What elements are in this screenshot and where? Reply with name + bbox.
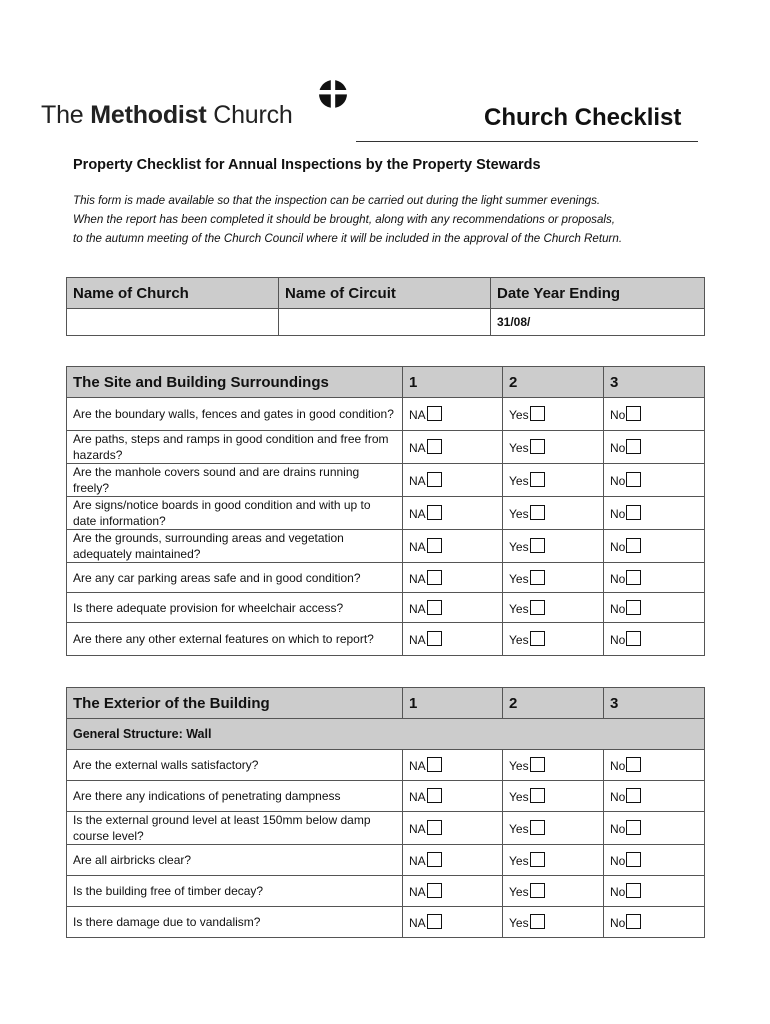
methodist-church-logo: The Methodist Church <box>41 101 293 129</box>
option-label: No <box>610 885 626 899</box>
column-2-header: 2 <box>503 688 604 719</box>
option-cell <box>403 398 503 431</box>
option-cell <box>403 907 503 938</box>
option-cell <box>403 464 503 497</box>
option-cell <box>503 431 604 464</box>
methodist-cross-icon <box>318 79 348 109</box>
option-label: No <box>610 759 626 773</box>
option-label: Yes <box>509 601 529 616</box>
option-label: Yes <box>509 916 529 930</box>
form-subtitle: Property Checklist for Annual Inspections by the Property Stewards <box>73 157 541 173</box>
option-label: NA <box>409 507 426 521</box>
checklist-row <box>67 623 705 656</box>
option-cell <box>604 750 705 781</box>
option-label: Yes <box>509 790 529 804</box>
option-cell <box>604 907 705 938</box>
checkbox[interactable] <box>626 600 641 615</box>
page-title: Church Checklist <box>484 104 682 131</box>
option-cell <box>503 812 604 845</box>
general-structure-wall-subheading: General Structure: Wall <box>67 719 705 750</box>
question-text: Are any car parking areas safe and in good condition? <box>67 563 403 593</box>
option-label: NA <box>409 571 426 586</box>
option-label: NA <box>409 408 426 422</box>
checkbox[interactable] <box>530 820 545 835</box>
option-cell <box>503 497 604 530</box>
option-label: No <box>610 633 626 647</box>
checklist-row <box>67 593 705 623</box>
checkbox[interactable] <box>530 914 545 929</box>
option-cell <box>403 623 503 656</box>
section-title: The Site and Building Surroundings <box>67 367 403 398</box>
name-of-circuit-field[interactable] <box>279 309 491 336</box>
option-label: Yes <box>509 540 529 554</box>
question-text: Is there adequate provision for wheelchair access? <box>67 593 403 623</box>
name-of-circuit-header: Name of Circuit <box>279 278 491 309</box>
option-cell <box>503 781 604 812</box>
checklist-row <box>67 431 705 464</box>
section-title: The Exterior of the Building <box>67 688 403 719</box>
question-text: Is there damage due to vandalism? <box>67 907 403 938</box>
question-text: Is the external ground level at least 150mm below damp course level? <box>67 812 403 845</box>
option-cell <box>503 623 604 656</box>
option-label: Yes <box>509 474 529 488</box>
name-of-church-field[interactable] <box>67 309 279 336</box>
option-label: Yes <box>509 822 529 836</box>
option-cell <box>604 530 705 563</box>
option-label: NA <box>409 540 426 554</box>
option-label: No <box>610 790 626 804</box>
checklist-row <box>67 497 705 530</box>
question-text: Are the manhole covers sound and are drains running freely? <box>67 464 403 497</box>
option-label: NA <box>409 885 426 899</box>
checkbox[interactable] <box>427 570 442 585</box>
checkbox[interactable] <box>626 631 641 646</box>
option-cell <box>503 563 604 593</box>
intro-text <box>73 191 622 248</box>
checkbox[interactable] <box>530 538 545 553</box>
column-1-header: 1 <box>403 367 503 398</box>
option-cell <box>403 431 503 464</box>
checkbox[interactable] <box>530 757 545 772</box>
checkbox[interactable] <box>530 406 545 421</box>
exterior-building-table <box>66 687 705 938</box>
question-text: Are paths, steps and ramps in good condition and free from hazards? <box>67 431 403 464</box>
checkbox[interactable] <box>626 883 641 898</box>
option-label: No <box>610 916 626 930</box>
checkbox[interactable] <box>530 883 545 898</box>
option-cell <box>604 398 705 431</box>
checkbox[interactable] <box>626 406 641 421</box>
option-cell <box>604 876 705 907</box>
checkbox[interactable] <box>530 505 545 520</box>
checkbox[interactable] <box>626 852 641 867</box>
checklist-row <box>67 812 705 845</box>
option-cell <box>503 907 604 938</box>
checkbox[interactable] <box>427 472 442 487</box>
checklist-row <box>67 876 705 907</box>
checklist-row <box>67 907 705 938</box>
checkbox[interactable] <box>626 505 641 520</box>
option-cell <box>604 593 705 623</box>
option-cell <box>604 431 705 464</box>
question-text: Are the grounds, surrounding areas and vegetation adequately maintained? <box>67 530 403 563</box>
checkbox[interactable] <box>427 505 442 520</box>
checkbox[interactable] <box>626 570 641 585</box>
option-label: Yes <box>509 759 529 773</box>
option-label: No <box>610 408 626 422</box>
church-info-table <box>66 277 705 336</box>
option-label: NA <box>409 916 426 930</box>
option-cell <box>503 845 604 876</box>
checkbox[interactable] <box>626 788 641 803</box>
date-year-ending-header: Date Year Ending <box>491 278 705 309</box>
option-label: Yes <box>509 441 529 455</box>
checkbox[interactable] <box>530 852 545 867</box>
checklist-row <box>67 398 705 431</box>
question-text: Are the external walls satisfactory? <box>67 750 403 781</box>
option-label: NA <box>409 854 426 868</box>
column-2-header: 2 <box>503 367 604 398</box>
option-label: NA <box>409 441 426 455</box>
question-text: Are there any other external features on which to report? <box>67 623 403 656</box>
checkbox[interactable] <box>427 820 442 835</box>
column-1-header: 1 <box>403 688 503 719</box>
option-cell <box>403 812 503 845</box>
checkbox[interactable] <box>530 600 545 615</box>
checklist-row <box>67 750 705 781</box>
date-year-ending-field[interactable]: 31/08/ <box>491 309 705 336</box>
checkbox[interactable] <box>530 439 545 454</box>
checkbox[interactable] <box>427 406 442 421</box>
option-cell <box>403 750 503 781</box>
option-cell <box>604 812 705 845</box>
checkbox[interactable] <box>626 820 641 835</box>
option-label: No <box>610 540 626 554</box>
option-cell <box>503 464 604 497</box>
option-label: Yes <box>509 571 529 586</box>
option-label: NA <box>409 759 426 773</box>
intro-line: to the autumn meeting of the Church Council where it will be included in the approval of the Church Return. <box>73 232 623 245</box>
checklist-row <box>67 464 705 497</box>
option-label: NA <box>409 633 426 647</box>
checkbox[interactable] <box>427 788 442 803</box>
option-label: No <box>610 571 626 586</box>
checklist-row <box>67 563 705 593</box>
option-cell <box>604 497 705 530</box>
option-label: Yes <box>509 633 529 647</box>
checkbox[interactable] <box>427 439 442 454</box>
site-surroundings-table <box>66 366 705 656</box>
checklist-row <box>67 530 705 563</box>
checkbox[interactable] <box>530 570 545 585</box>
name-of-church-header: Name of Church <box>67 278 279 309</box>
checklist-row <box>67 845 705 876</box>
option-cell <box>503 750 604 781</box>
column-3-header: 3 <box>604 367 705 398</box>
checkbox[interactable] <box>626 538 641 553</box>
checkbox[interactable] <box>427 631 442 646</box>
intro-line: This form is made available so that the inspection can be carried out during the light summer evenings. <box>73 194 601 207</box>
checkbox[interactable] <box>427 852 442 867</box>
checkbox[interactable] <box>530 788 545 803</box>
checkbox[interactable] <box>427 914 442 929</box>
column-3-header: 3 <box>604 688 705 719</box>
checkbox[interactable] <box>427 757 442 772</box>
option-label: No <box>610 441 626 455</box>
checkbox[interactable] <box>427 883 442 898</box>
option-label: No <box>610 601 626 616</box>
option-cell <box>604 563 705 593</box>
checkbox[interactable] <box>530 631 545 646</box>
option-cell <box>503 593 604 623</box>
option-label: Yes <box>509 408 529 422</box>
option-label: Yes <box>509 885 529 899</box>
checkbox[interactable] <box>626 914 641 929</box>
checkbox[interactable] <box>626 472 641 487</box>
checkbox[interactable] <box>427 538 442 553</box>
option-cell <box>604 464 705 497</box>
option-label: NA <box>409 822 426 836</box>
option-cell <box>403 593 503 623</box>
option-cell <box>503 398 604 431</box>
option-cell <box>403 497 503 530</box>
option-label: NA <box>409 790 426 804</box>
option-cell <box>403 781 503 812</box>
question-text: Are signs/notice boards in good condition and with up to date information? <box>67 497 403 530</box>
intro-line: When the report has been completed it should be brought, along with any recommendations or proposals, <box>73 213 616 226</box>
option-cell <box>503 530 604 563</box>
option-cell <box>403 563 503 593</box>
checkbox[interactable] <box>530 472 545 487</box>
option-cell <box>403 530 503 563</box>
option-label: No <box>610 507 626 521</box>
option-cell <box>503 876 604 907</box>
question-text: Are there any indications of penetrating dampness <box>67 781 403 812</box>
question-text: Are the boundary walls, fences and gates in good condition? <box>67 398 403 431</box>
option-label: No <box>610 822 626 836</box>
option-cell <box>604 623 705 656</box>
option-label: NA <box>409 474 426 488</box>
option-label: Yes <box>509 854 529 868</box>
option-cell <box>403 876 503 907</box>
question-text: Are all airbricks clear? <box>67 845 403 876</box>
checklist-row <box>67 781 705 812</box>
option-cell <box>403 845 503 876</box>
title-underline <box>356 141 698 142</box>
checkbox[interactable] <box>626 757 641 772</box>
question-text: Is the building free of timber decay? <box>67 876 403 907</box>
option-label: NA <box>409 601 426 616</box>
option-cell <box>604 845 705 876</box>
option-label: No <box>610 474 626 488</box>
option-cell <box>604 781 705 812</box>
checkbox[interactable] <box>427 600 442 615</box>
option-label: Yes <box>509 507 529 521</box>
option-label: No <box>610 854 626 868</box>
checkbox[interactable] <box>626 439 641 454</box>
